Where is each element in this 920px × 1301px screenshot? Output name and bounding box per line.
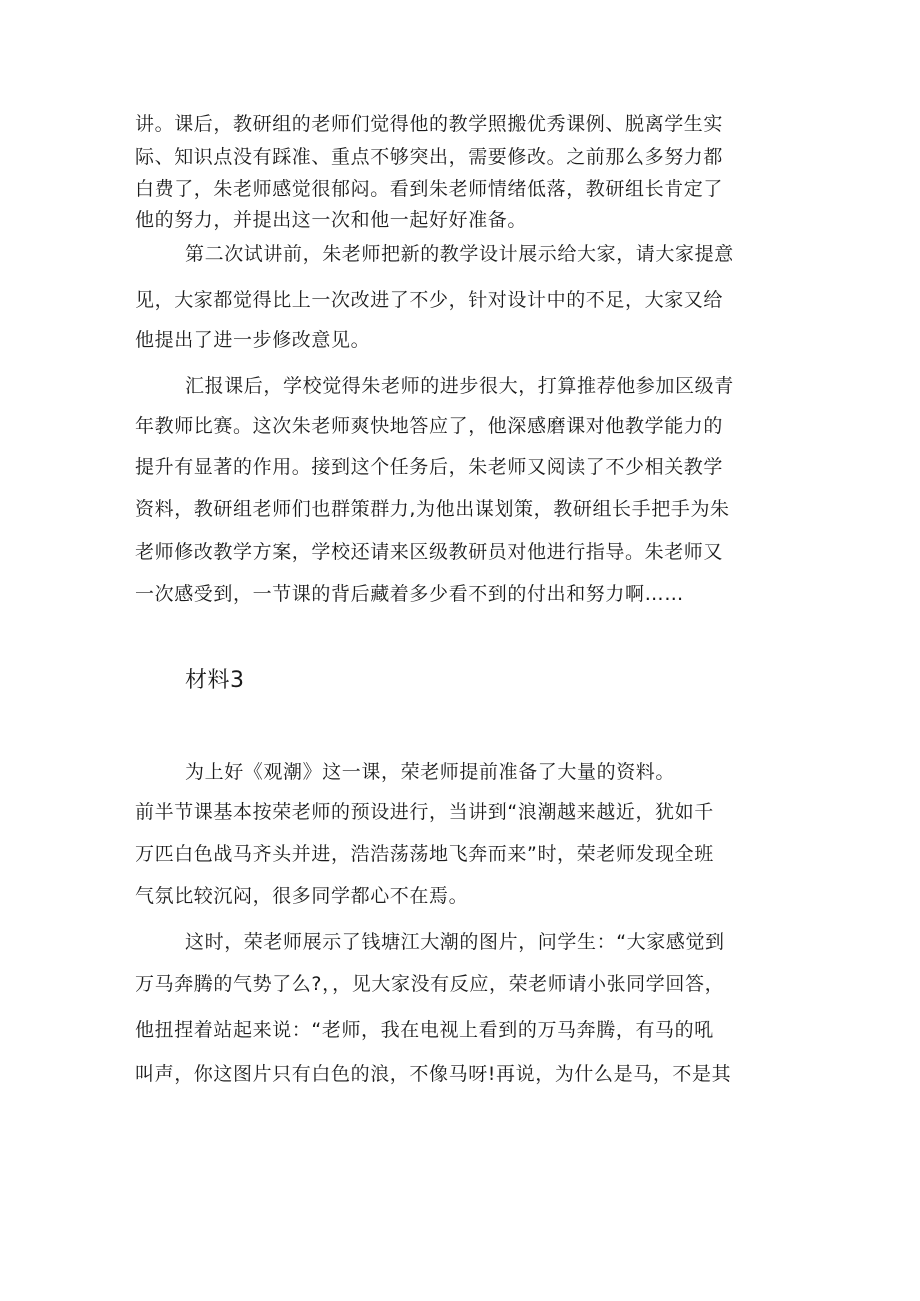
paragraph-2-line-1: 第二次试讲前，朱老师把新的教学设计展示给大家，请大家提意 — [185, 243, 734, 265]
paragraph-1-line-4: 他的努力，并提出这一次和他一起好好准备。 — [135, 209, 528, 231]
paragraph-4-line-4: 气氛比较沉闷，很多同学都心不在焉。 — [135, 885, 469, 907]
paragraph-2-line-3: 他提出了进一步修改意见。 — [135, 329, 371, 351]
paragraph-1-line-2: 际、知识点没有踩准、重点不够突出，需要修改。之前那么多努力都 — [135, 146, 724, 168]
paragraph-5-line-2: 万马奔腾的气势了么?，，见大家没有反应，荣老师请小张同学回答， — [135, 973, 725, 995]
paragraph-4-line-3: 万匹白色战马齐头并进，浩浩荡荡地飞奔而来”时，荣老师发现全班 — [135, 843, 714, 865]
paragraph-1-line-1: 讲。课后，教研组的老师们觉得他的教学照搬优秀课例、脱离学生实 — [135, 113, 724, 135]
paragraph-5-line-4: 叫声，你这图片只有白色的浪，不像马呀!再说，为什么是马，不是其 — [135, 1063, 732, 1085]
paragraph-3-line-6: 一次感受到，一节课的背后藏着多少看不到的付出和努力啊…… — [135, 583, 684, 605]
paragraph-5-line-3: 他扭捏着站起来说：“老师，我在电视上看到的万马奔腾，有马的吼 — [135, 1019, 714, 1041]
paragraph-3-line-2: 年教师比赛。这次朱老师爽快地答应了，他深感磨课对他教学能力的 — [135, 415, 724, 437]
paragraph-2-line-2: 见，大家都觉得比上一次改进了不少，针对设计中的不足，大家又给 — [135, 289, 724, 311]
paragraph-1-line-3: 白费了，朱老师感觉很郁闷。看到朱老师情绪低落，教研组长肯定了 — [135, 178, 724, 200]
paragraph-3-line-4: 资料，教研组老师们也群策群力,为他出谋划策，教研组长手把手为朱 — [135, 498, 730, 520]
paragraph-3-line-5: 老师修改教学方案，学校还请来区级教研员对他进行指导。朱老师又 — [135, 541, 724, 563]
paragraph-4-line-2: 前半节课基本按荣老师的预设进行，当讲到“浪潮越来越近，犹如千 — [135, 801, 714, 823]
paragraph-4-line-1: 为上好《观潮》这一课，荣老师提前准备了大量的资料。 — [185, 761, 676, 783]
paragraph-3-line-3: 提升有显著的作用。接到这个任务后，朱老师又阅读了不少相关教学 — [135, 456, 724, 478]
paragraph-3-line-1: 汇报课后，学校觉得朱老师的进步很大，打算推荐他参加区级青 — [185, 375, 734, 397]
section-heading: 材料3 — [185, 668, 245, 693]
paragraph-5-line-1: 这时，荣老师展示了钱塘江大潮的图片，问学生：“大家感觉到 — [185, 931, 725, 953]
